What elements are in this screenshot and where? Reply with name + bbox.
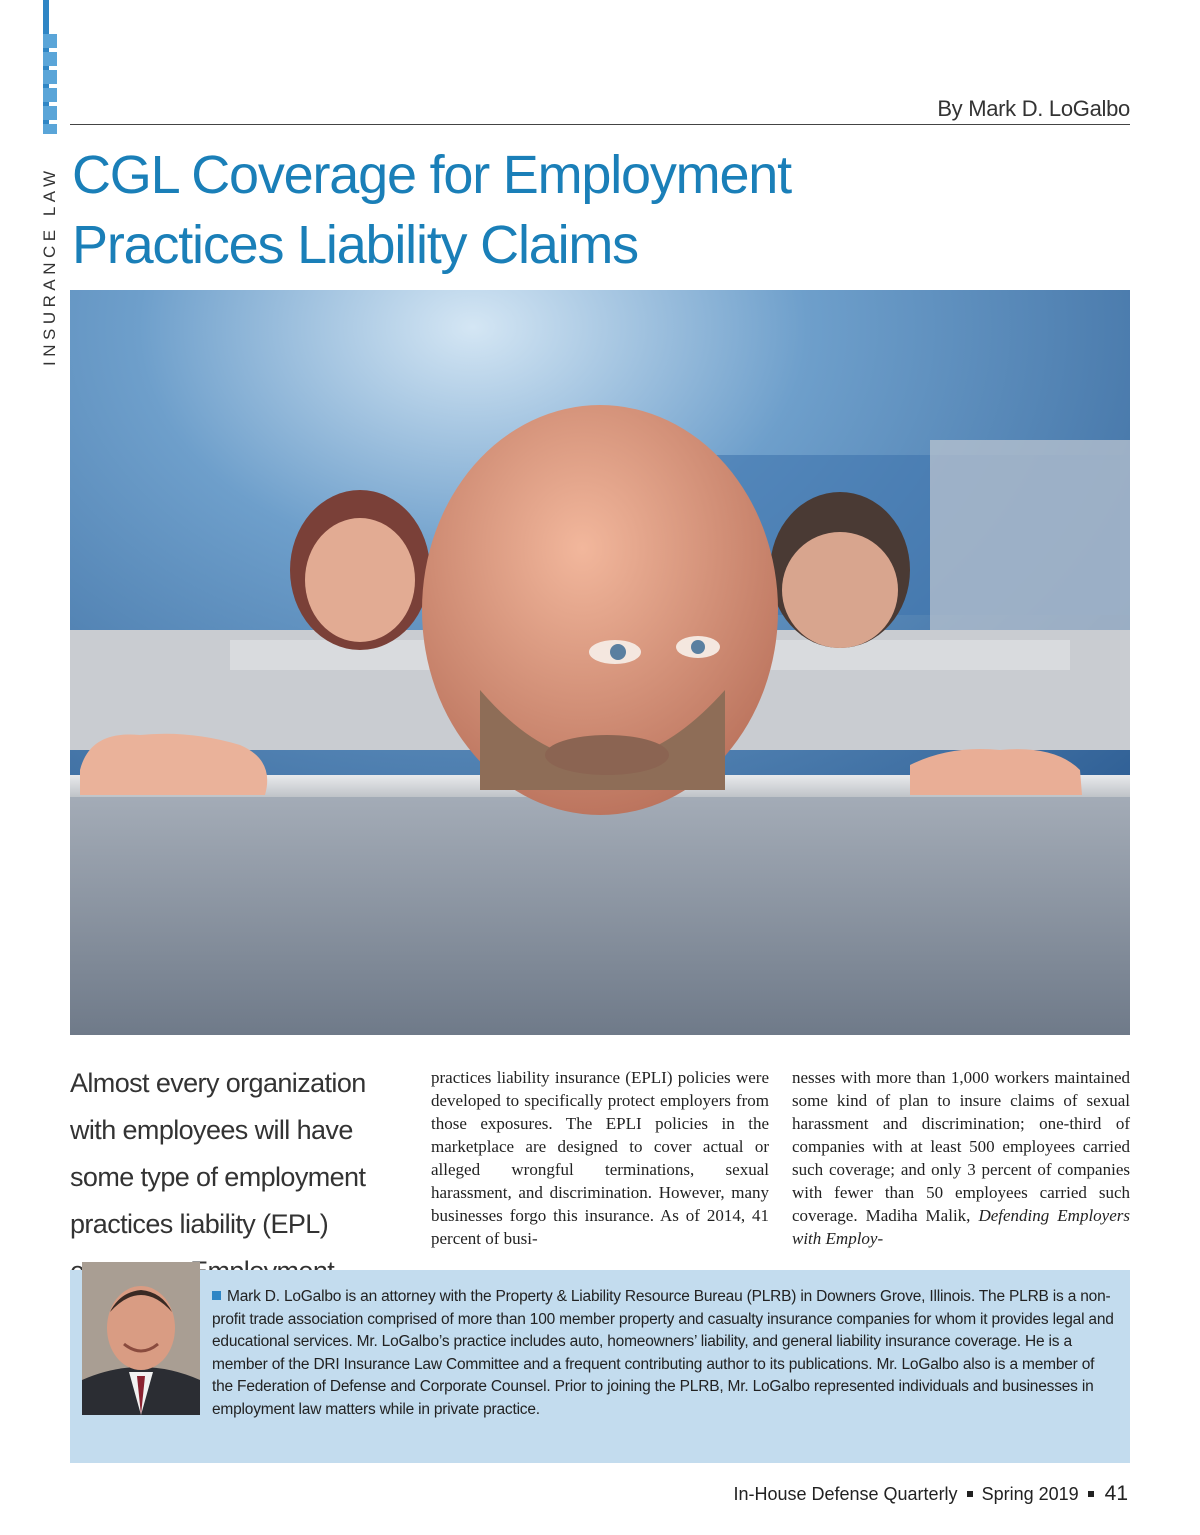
title-line-1: CGL Coverage for Employment — [72, 145, 791, 205]
issue-date: Spring 2019 — [981, 1484, 1079, 1504]
bio-paragraph: Mark D. LoGalbo is an attorney with the Property & Liability Resource Bureau (PLRB) in Downers Grove, Illinois. The PLRB is a non-profit trade association comprised of more than 100 member property and casualty insurance companies for whom it provides legal and educational services. Mr. LoGalbo’s practice includes auto, homeowners’ liability, and general liability insurance coverage. He is a member of the DRI Insurance Law Committee and a frequent contributing author to its publications. Mr. LoGalbo also is a member of the Federation of Defense and Corporate Counsel. Prior to joining the PLRB, Mr. LoGalbo represented individuals and businesses in employment law matters while in private practice. — [212, 1288, 1114, 1418]
page-footer — [733, 1482, 1128, 1506]
author-photo — [82, 1262, 200, 1415]
accent-square — [43, 124, 57, 134]
author-bio-box — [70, 1270, 1130, 1463]
bullet-icon — [212, 1291, 221, 1300]
byline: By Mark D. LoGalbo — [937, 96, 1130, 121]
header-divider — [70, 124, 1130, 125]
accent-square — [43, 88, 57, 102]
accent-square — [43, 70, 57, 84]
body-column-3-text: nesses with more than 1,000 workers maintained some kind of plan to insure claims of sexual harassment and discrimination; one-third of companies with at least 500 employees carried such coverage; and only 3 percent of companies with fewer than 50 employees carried such coverage. Madiha Malik, — [792, 1068, 1130, 1225]
article-title — [72, 140, 972, 280]
hero-photo — [70, 290, 1130, 1035]
publication-name: In-House Defense Quarterly — [733, 1484, 958, 1504]
body-column-3 — [792, 1066, 1130, 1250]
author-bio-text — [212, 1286, 1117, 1422]
accent-square — [43, 52, 57, 66]
accent-square — [43, 106, 57, 120]
title-line-2: Practices Liability Claims — [72, 215, 638, 275]
body-column-2: practices liability insurance (EPLI) policies were developed to specifically protect employers from those exposures. The EPLI policies in the marketplace are designed to cover actual or alleged wrongful terminations, sexual harassment, and discrimination. However, many businesses forgo this insurance. As of 2014, 41 percent of busi- — [431, 1068, 769, 1248]
lead-paragraph: Almost every organization with employees will have some type of employment practices liability (EPL) — [70, 1068, 366, 1239]
separator-square-icon — [1088, 1491, 1094, 1497]
section-label: INSURANCE LAW — [40, 166, 59, 366]
accent-square — [43, 34, 57, 48]
page-number: 41 — [1104, 1482, 1128, 1505]
citation-title: Defending Employers with Employ- — [792, 1206, 1130, 1248]
separator-square-icon — [967, 1491, 973, 1497]
